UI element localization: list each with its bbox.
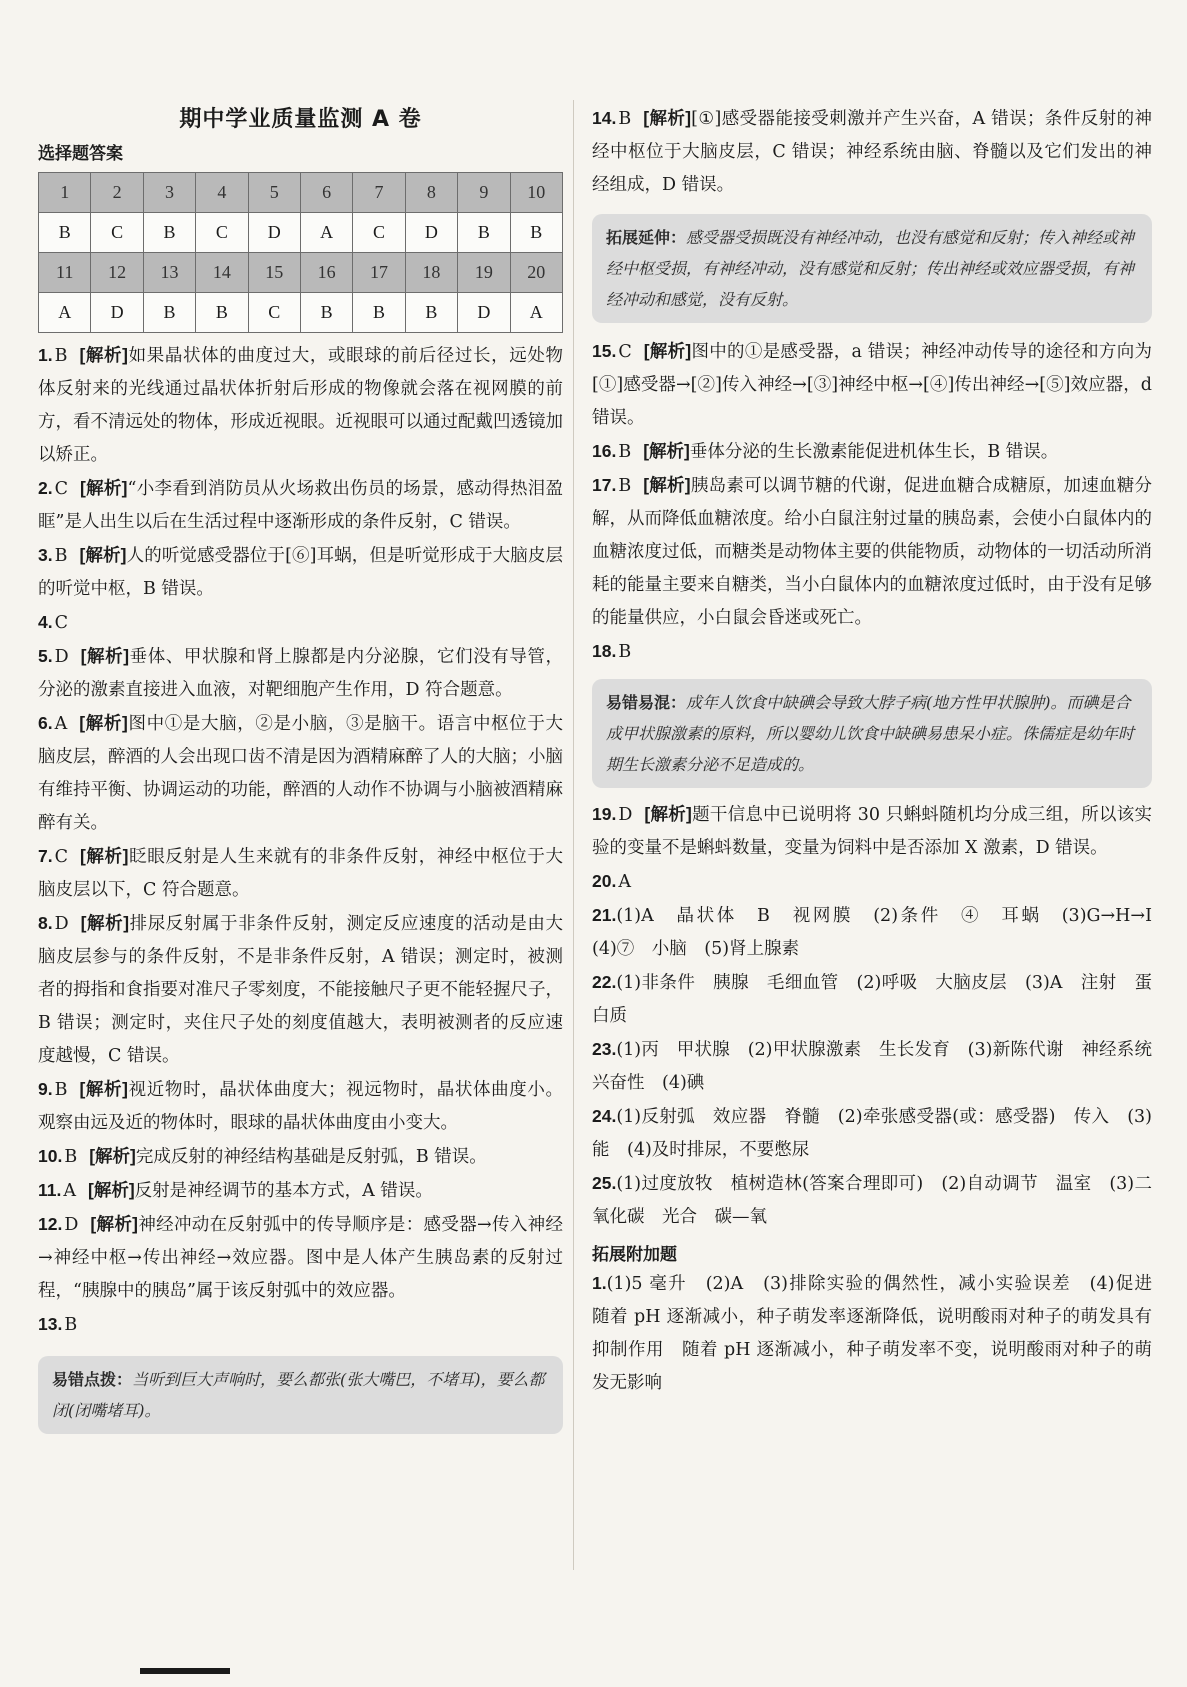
answer-letter-row: [39, 213, 563, 253]
tip-box-left: [38, 1356, 563, 1434]
item-number: 3.: [38, 545, 53, 565]
analysis-tag: [解析]: [643, 475, 691, 495]
item-text: 人的听觉感受器位于[⑥]耳蜗，但是听觉形成于大脑皮层的听觉中枢，B 错误。: [38, 546, 564, 599]
table-cell: C: [196, 213, 248, 253]
analysis-tag: [解析]: [80, 646, 130, 666]
extension-box: [592, 214, 1152, 323]
table-cell: B: [143, 293, 195, 333]
item-answer: D: [54, 647, 69, 667]
analysis-tag: [解析]: [89, 1146, 136, 1166]
item-text: (1)非条件 胰腺 毛细血管 (2)呼吸 大脑皮层 (3)A 注射 蛋白质: [592, 973, 1152, 1026]
answer-item: [38, 1174, 563, 1208]
item-number: 15.: [592, 341, 617, 361]
analysis-tag: [解析]: [643, 108, 692, 128]
answer-item: [592, 335, 1152, 435]
item-answer: B: [54, 546, 68, 566]
confusion-box: [592, 679, 1152, 788]
item-answer: D: [54, 914, 69, 934]
item-number: 24.: [592, 1106, 617, 1126]
answer-item: [592, 966, 1152, 1033]
item-text: 题干信息中已说明将 30 只蝌蚪随机均分成三组，所以该实验的变量不是蝌蚪数量，变量为饲料中是否添加 X 激素，D 错误。: [592, 805, 1152, 858]
item-text: (1)反射弧 效应器 脊髓 (2)牵张感受器(或：感受器) 传入 (3)能 (4)及时排尿，不要憋尿: [592, 1107, 1152, 1160]
analysis-tag: [解析]: [79, 713, 128, 733]
table-cell: C: [248, 293, 300, 333]
answer-item: [38, 840, 563, 907]
extra-heading: 拓展附加题: [592, 1245, 677, 1265]
answer-item: [38, 339, 563, 472]
item-number: 14.: [592, 108, 617, 128]
page-edge-mark: [140, 1668, 230, 1674]
answer-item: [38, 1140, 563, 1174]
analysis-tag: [解析]: [79, 545, 127, 565]
answer-item: [38, 1308, 563, 1342]
table-cell: 9: [458, 173, 510, 213]
right-answer-list-a: [592, 102, 1152, 202]
item-number: 23.: [592, 1039, 617, 1059]
table-cell: A: [39, 293, 91, 333]
item-text: 如果晶状体的曲度过大，或眼球的前后径过长，远处物体反射来的光线通过晶状体折射后形成的物像就会落在视网膜的前方，看不清远处的物体，形成近视眼。近视眼可以通过配戴凹透镜加以矫正。: [38, 346, 563, 465]
item-text: 完成反射的神经结构基础是反射弧，B 错误。: [135, 1147, 487, 1167]
item-number: 11.: [38, 1180, 62, 1200]
item-number: 8.: [38, 913, 53, 933]
table-cell: 4: [196, 173, 248, 213]
table-cell: A: [510, 293, 562, 333]
table-cell: 8: [405, 173, 457, 213]
table-cell: C: [353, 213, 405, 253]
analysis-tag: [解析]: [90, 1214, 138, 1234]
item-number: 9.: [38, 1079, 53, 1099]
answer-item: [38, 1073, 563, 1140]
item-answer: C: [54, 479, 68, 499]
item-answer: D: [64, 1215, 79, 1235]
extra-answer-list: [592, 1267, 1170, 1400]
extension-box-text: 感受器受损既没有神经冲动，也没有感觉和反射；传入神经或神经中枢受损，有神经冲动，没有感觉和反射；传出神经或效应器受损，有神经冲动和感觉，没有反射。: [606, 228, 1135, 309]
item-text: 眨眼反射是人生来就有的非条件反射，神经中枢位于大脑皮层以下，C 符合题意。: [38, 847, 564, 900]
answer-item: [592, 1033, 1152, 1100]
item-text: 图中的①是感受器，a 错误；神经冲动传导的途径和方向为[①]感受器→[②]传入神经→[③]神经中枢→[④]传出神经→[⑤]效应器，d 错误。: [592, 342, 1152, 428]
item-text: 垂体、甲状腺和肾上腺都是内分泌腺，它们没有导管，分泌的激素直接进入血液，对靶细胞产生作用，D 符合题意。: [38, 647, 564, 700]
item-number: 21.: [592, 905, 617, 925]
item-answer: C: [54, 847, 68, 867]
answer-number-row: [39, 253, 563, 293]
analysis-tag: [解析]: [88, 1180, 135, 1200]
analysis-tag: [解析]: [643, 341, 692, 361]
item-answer: B: [64, 1147, 78, 1167]
right-answer-list-b: [592, 335, 1152, 669]
answer-item: [592, 1167, 1152, 1234]
item-answer: B: [618, 476, 632, 496]
answer-item: [38, 1208, 563, 1308]
answer-table: [38, 172, 563, 333]
table-cell: 17: [353, 253, 405, 293]
table-cell: B: [510, 213, 562, 253]
item-number: 13.: [38, 1314, 63, 1334]
tip-box-text: 当听到巨大声响时，要么都张(张大嘴巴，不堵耳)，要么都闭(闭嘴堵耳)。: [52, 1370, 545, 1420]
right-column: [592, 102, 1170, 1400]
item-text: 视近物时，晶状体曲度大；视远物时，晶状体曲度小。观察由远及近的物体时，眼球的晶状体曲度由小变大。: [38, 1080, 563, 1133]
item-text: 神经冲动在反射弧中的传导顺序是：感受器→传入神经→神经中枢→传出神经→效应器。图中是人体产生胰岛素的反射过程，“胰腺中的胰岛”属于该反射弧中的效应器。: [38, 1215, 563, 1301]
answer-letter-row: [39, 293, 563, 333]
table-cell: 16: [300, 253, 352, 293]
item-number: 16.: [592, 441, 617, 461]
item-answer: D: [618, 805, 633, 825]
answer-item: [592, 469, 1152, 635]
table-cell: 10: [510, 173, 562, 213]
item-text: 胰岛素可以调节糖的代谢，促进血糖合成糖原，加速血糖分解，从而降低血糖浓度。给小白鼠注射过量的胰岛素，会使小白鼠体内的血糖浓度过低，而糖类是动物体主要的供能物质，动物体的一切活动所消耗的能量主要来自糖类，当小白鼠体内的血糖浓度过低时，由于没有足够的能量供应，小白鼠会昏迷或死亡。: [592, 476, 1153, 628]
table-cell: D: [405, 213, 457, 253]
item-number: 17.: [592, 475, 617, 495]
table-cell: A: [300, 213, 352, 253]
answer-item: [592, 899, 1170, 966]
answer-item: [38, 539, 563, 606]
item-number: 1.: [592, 1273, 607, 1293]
table-cell: 3: [143, 173, 195, 213]
item-answer: B: [618, 642, 632, 662]
answer-item: [592, 435, 1152, 469]
item-text: (1)过度放牧 植树造林(答案合理即可) (2)自动调节 温室 (3)二氧化碳 光合 碳—氧: [592, 1174, 1152, 1227]
table-cell: 15: [248, 253, 300, 293]
item-text: [①]感受器能接受刺激并产生兴奋，A 错误；条件反射的神经中枢位于大脑皮层，C 错误；神经系统由脑、脊髓以及它们发出的神经组成，D 错误。: [592, 109, 1152, 195]
choice-heading: 选择题答案: [38, 144, 123, 164]
table-cell: B: [405, 293, 457, 333]
answer-item: [592, 1267, 1170, 1400]
table-cell: 2: [91, 173, 143, 213]
item-answer: B: [618, 109, 632, 129]
answer-item: [592, 102, 1152, 202]
table-cell: B: [39, 213, 91, 253]
confusion-box-heading: 易错易混：: [606, 693, 687, 712]
table-cell: 13: [143, 253, 195, 293]
item-answer: C: [54, 613, 68, 633]
answer-item: [38, 606, 563, 640]
table-cell: 14: [196, 253, 248, 293]
answer-item: [38, 472, 563, 539]
table-cell: C: [91, 213, 143, 253]
table-cell: B: [353, 293, 405, 333]
table-cell: B: [143, 213, 195, 253]
right-answer-list-c: [592, 798, 1170, 1234]
item-number: 5.: [38, 646, 53, 666]
table-cell: 20: [510, 253, 562, 293]
table-cell: 5: [248, 173, 300, 213]
answer-item: [592, 635, 1152, 669]
table-cell: 19: [458, 253, 510, 293]
table-cell: B: [196, 293, 248, 333]
extension-box-heading: 拓展延伸：: [606, 228, 687, 247]
item-number: 4.: [38, 612, 53, 632]
item-text: 反射是神经调节的基本方式，A 错误。: [134, 1181, 433, 1201]
item-number: 6.: [38, 713, 53, 733]
item-text: “小李看到消防员从火场救出伤员的场景，感动得热泪盈眶”是人出生以后在生活过程中逐渐形成的条件反射，C 错误。: [38, 479, 563, 532]
item-number: 25.: [592, 1173, 617, 1193]
item-number: 22.: [592, 972, 617, 992]
item-answer: A: [618, 872, 631, 892]
item-text: (1)5 毫升 (2)A (3)排除实验的偶然性，减小实验误差 (4)促进 随着 pH 逐渐减小，种子萌发率逐渐降低，说明酸雨对种子的萌发具有抑制作用 随着 pH 逐渐减小，种子萌发率不变，说明酸雨对种子的萌发无影响: [592, 1274, 1170, 1393]
item-answer: B: [54, 1080, 68, 1100]
left-column: [38, 100, 563, 1434]
answer-item: [38, 640, 563, 707]
confusion-box-text: 成年人饮食中缺碘会导致大脖子病(地方性甲状腺肿)。而碘是合成甲状腺激素的原料，所以婴幼儿饮食中缺碘易患呆小症。侏儒症是幼年时期生长激素分泌不足造成的。: [606, 693, 1135, 774]
item-answer: B: [64, 1315, 78, 1335]
analysis-tag: [解析]: [80, 478, 128, 498]
page-title: 期中学业质量监测 A 卷: [179, 107, 422, 132]
analysis-tag: [解析]: [80, 913, 130, 933]
item-number: 7.: [38, 846, 53, 866]
analysis-tag: [解析]: [643, 441, 690, 461]
table-cell: 12: [91, 253, 143, 293]
analysis-tag: [解析]: [79, 1079, 129, 1099]
answer-item: [592, 865, 1152, 899]
item-number: 19.: [592, 804, 617, 824]
item-text: 图中①是大脑，②是小脑，③是脑干。语言中枢位于大脑皮层，醉酒的人会出现口齿不清是因为酒精麻醉了人的大脑；小脑有维持平衡、协调运动的功能，醉酒的人动作不协调与小脑被酒精麻醉有关。: [38, 714, 564, 833]
item-number: 1.: [38, 345, 53, 365]
table-cell: B: [458, 213, 510, 253]
item-number: 20.: [592, 871, 617, 891]
table-cell: 1: [39, 173, 91, 213]
table-cell: 7: [353, 173, 405, 213]
table-cell: D: [248, 213, 300, 253]
table-cell: 6: [300, 173, 352, 213]
left-answer-list: [38, 339, 563, 1342]
analysis-tag: [解析]: [80, 846, 129, 866]
item-answer: B: [54, 346, 68, 366]
item-text: 垂体分泌的生长激素能促进机体生长，B 错误。: [689, 442, 1059, 462]
item-answer: B: [618, 442, 632, 462]
item-answer: A: [63, 1181, 77, 1201]
table-cell: D: [91, 293, 143, 333]
table-cell: 11: [39, 253, 91, 293]
analysis-tag: [解析]: [79, 345, 129, 365]
item-text: 排尿反射属于非条件反射，测定反应速度的活动是由大脑皮层参与的条件反射，不是非条件反射，A 错误；测定时，被测者的拇指和食指要对准尺子零刻度，不能接触尺子更不能轻握尺子，B 错误；测定时，夹住尺子处的刻度值越大，表明被测者的反应速度越慢，C 错误。: [38, 914, 564, 1066]
item-number: 10.: [38, 1146, 63, 1166]
column-divider: [573, 100, 574, 1570]
answer-item: [592, 1100, 1152, 1167]
item-answer: A: [54, 714, 68, 734]
item-number: 2.: [38, 478, 53, 498]
tip-box-heading: 易错点拨：: [52, 1370, 133, 1389]
answer-item: [38, 907, 563, 1073]
answer-item: [38, 707, 563, 840]
answer-item: [592, 798, 1152, 865]
answer-number-row: [39, 173, 563, 213]
item-answer: C: [618, 342, 632, 362]
table-cell: 18: [405, 253, 457, 293]
item-text: (1)丙 甲状腺 (2)甲状腺激素 生长发育 (3)新陈代谢 神经系统兴奋性 (4)碘: [592, 1040, 1152, 1093]
item-text: (1)A 晶状体 B 视网膜 (2)条件 ④ 耳蜗 (3)G→H→I (4)⑦ 小脑 (5)肾上腺素: [592, 906, 1170, 959]
item-number: 12.: [38, 1214, 63, 1234]
analysis-tag: [解析]: [644, 804, 692, 824]
table-cell: D: [458, 293, 510, 333]
item-number: 18.: [592, 641, 617, 661]
table-cell: B: [300, 293, 352, 333]
